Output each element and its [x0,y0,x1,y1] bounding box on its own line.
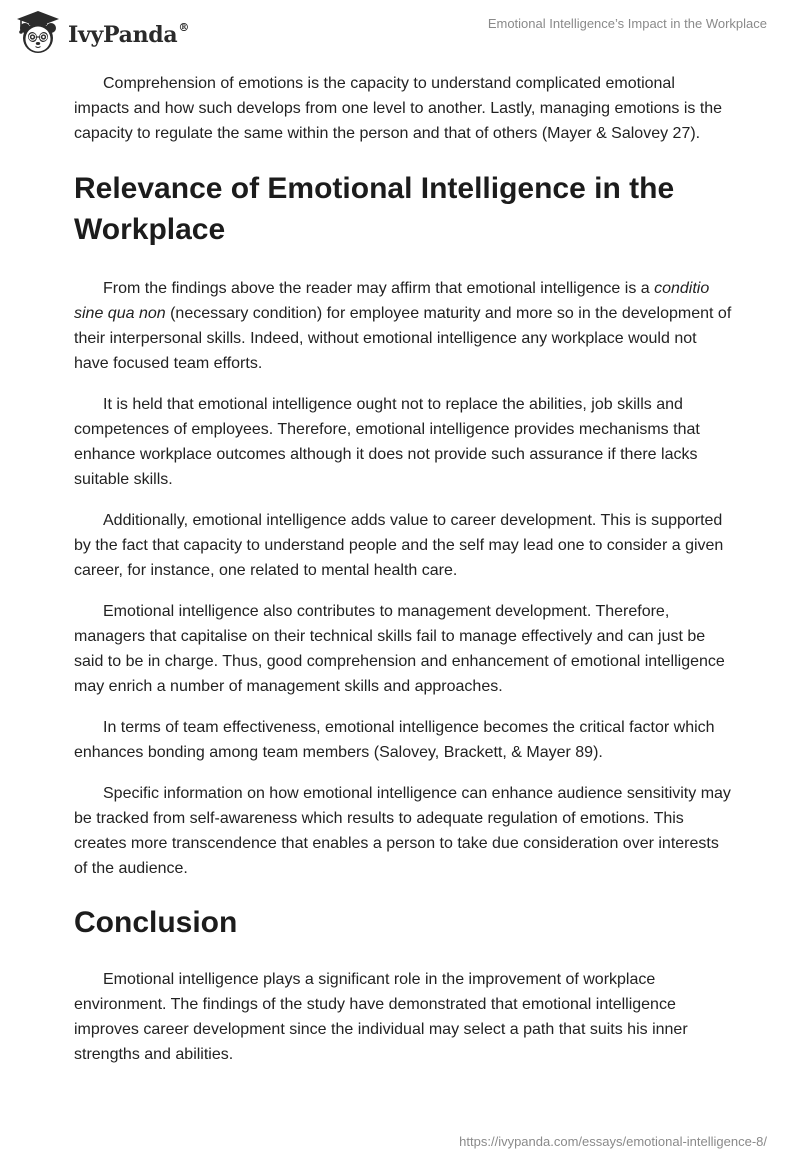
registered-mark: ® [178,21,190,34]
paragraph-conclusion-1: Emotional intelligence plays a significant role in the improvement of workplace environment. The findings of the study have demonstrated that emotional intelligence improves career development since the individual may select a path that suits his inner strengths and abilities. [74,971,688,1063]
paragraph-text: From the findings above the reader may affirm that emotional intelligence is a [103,280,655,297]
intro-paragraph: Comprehension of emotions is the capacity to understand complicated emotional impacts and how such develops from one level to another. Lastly, managing emotions is the capacity to regulate the same within the person and that of others (Mayer & Salovey 27). [74,75,723,142]
latin-phrase: conditio sine qua non [74,280,710,322]
paragraph-relevance-5: In terms of team effectiveness, emotional intelligence becomes the critical factor which enhances bonding among team members (Salovey, Brackett, & Mayer 89). [74,719,715,761]
ivypanda-logo[interactable] [14,9,189,57]
paragraph-relevance-6: Specific information on how emotional intelligence can enhance audience sensitivity may be tracked from self-awareness which results to adequate regulation of emotions. This creates more transcendence that enables a person to take due consideration over interests of the audience. [74,785,731,877]
running-title: Emotional Intelligence’s Impact in the Workplace [487,16,767,31]
essay-content [74,71,734,1083]
paragraph-relevance-2: It is held that emotional intelligence ought not to replace the abilities, job skills and competences of employees. Therefore, emotional intelligence provides mechanisms that enhance workplace outcomes although it does not provide such assurance if there lacks suitable skills. [74,396,700,488]
page-header [0,0,800,60]
source-url[interactable]: https://ivypanda.com/essays/emotional-intelligence-8/ [459,1134,767,1149]
paragraph-text: (necessary condition) for employee maturity and more so in the development of their interpersonal skills. Indeed, without emotional intelligence any workplace would not have focused team efforts. [74,305,732,372]
paragraph-relevance-3: Additionally, emotional intelligence adds value to career development. This is supported by the fact that capacity to understand people and the self may lead one to consider a given career, for instance, one related to mental health care. [74,512,724,579]
panda-graduate-icon [14,9,62,57]
paragraph-relevance-1 [74,276,734,376]
section-heading-relevance: Relevance of Emotional Intelligence in the Workplace [74,172,675,246]
section-heading-conclusion: Conclusion [74,906,238,939]
brand-name: IvyPanda® [68,21,190,48]
paragraph-relevance-4: Emotional intelligence also contributes to management development. Therefore, managers that capitalise on their technical skills fail to manage effectively and can just be said to be in charge. Thus, good comprehension and enhancement of emotional intelligence may enrich a number of management skills and approaches. [74,603,725,695]
